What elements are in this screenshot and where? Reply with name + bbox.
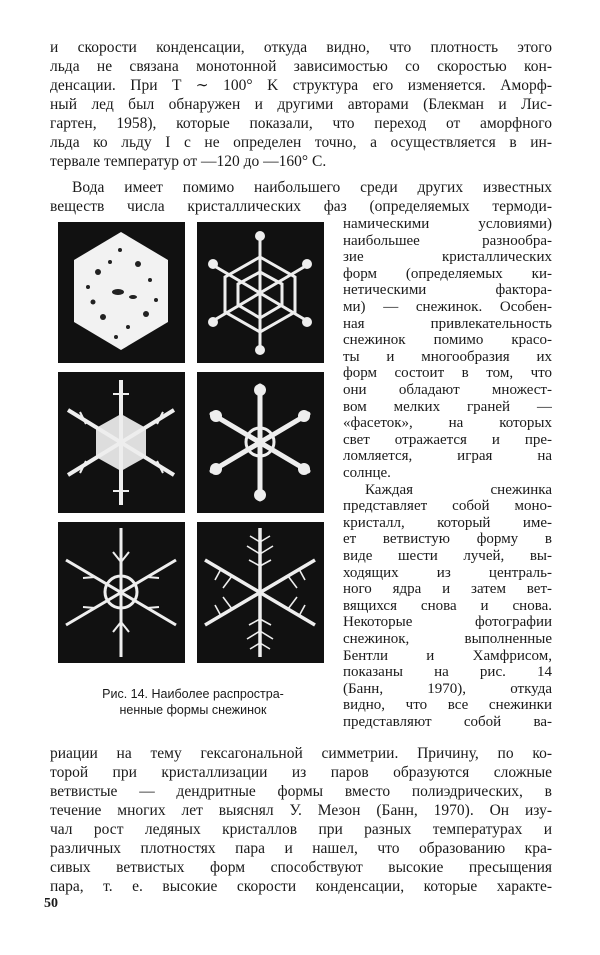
text-line: зие кристаллических	[343, 249, 552, 266]
text-line: представляют собой ва-	[343, 714, 552, 730]
text-line: форм состоит в том, что	[343, 365, 552, 382]
text-line: гартен, 1958), которые показали, что переход от аморфного	[50, 115, 552, 132]
text-line: пара, т. е. высокие скорости конденсации, которые характе-	[50, 878, 552, 895]
text-line: Некоторые фотографии	[343, 614, 552, 631]
text-line: течение многих лет выяснял У. Мезон (Банн, 1970). Он изу-	[50, 802, 552, 819]
snowflake-photo	[58, 372, 185, 513]
text-line: наибольшее разнообра-	[343, 232, 552, 249]
text-line: Бентли и Хамфрисом,	[343, 647, 552, 664]
snowflake-dendrite-icon	[197, 522, 324, 663]
text-line: различных плотностях пара и нашел, что образованию кра-	[50, 840, 552, 857]
text-line: ного ядра и затем вет-	[343, 581, 552, 598]
text-line: риации на тему гексагональной симметрии. Причину, по ко-	[50, 745, 552, 762]
text-line: веществ числа кристаллических фаз (определяемых термоди-	[50, 198, 552, 215]
text-line: ломляется, играя на	[343, 448, 552, 465]
snowflake-photo	[197, 522, 324, 663]
text-line: солнце.	[343, 465, 391, 481]
snowflake-photo	[197, 372, 324, 513]
text-line: (Банн, 1970), откуда	[343, 680, 552, 697]
text-line: ная привлекательность	[343, 315, 552, 332]
text-line: Каждая снежинка	[365, 481, 552, 498]
text-line: представляет собой моно-	[343, 498, 552, 515]
text-line: «фасеток», на которых	[343, 415, 552, 432]
text-line: видно, что все снежинки	[343, 697, 552, 714]
text-line: вящихся снова и снова.	[343, 597, 552, 614]
text-line: ты и многообразия их	[343, 348, 552, 365]
text-line: сивых ветвистых форм способствуют высокие пресыщения	[50, 859, 552, 876]
text-line: тервале температур от —120 до —160° С.	[50, 153, 327, 170]
text-line: ет ветвистую форму в	[343, 531, 552, 548]
snowflake-photo	[58, 522, 185, 663]
text-line: вом мелких граней —	[343, 398, 552, 415]
figure-caption-line: ненные формы снежинок	[119, 703, 267, 717]
text-line: денсации. При T ∼ 100° K структура его изменяется. Аморф-	[50, 77, 552, 94]
snowflake-photo	[58, 222, 185, 363]
text-line: нетическими фактора-	[343, 282, 552, 299]
text-line: виде шести лучей, вы-	[343, 548, 552, 564]
text-line: ходящих из централь-	[343, 564, 552, 581]
snowflake-photo	[197, 222, 324, 363]
text-line: ный лед был обнаружен и другими авторами (Блекман и Лис-	[50, 96, 552, 113]
text-line: они обладают множест-	[343, 382, 552, 398]
text-line: чал рост ледяных кристаллов при разных температурах и	[50, 821, 552, 838]
figure-caption-line: Рис. 14. Наиболее распростра-	[102, 687, 284, 701]
text-line: кристалл, который име-	[343, 514, 552, 531]
snowflake-branched-icon	[58, 522, 185, 663]
text-line: ветвистые — дендритные формы вместо полиэдрических, в	[50, 783, 552, 800]
snowflake-sectored-icon	[197, 222, 324, 363]
text-line: торой при кристаллизации из паров образуются сложные	[50, 764, 552, 781]
snowflake-plate-icon	[58, 222, 185, 363]
snowflake-stellar-plate-icon	[58, 372, 185, 513]
text-line: форм (определяемых ки-	[343, 265, 552, 282]
text-line: льда не связана монотонной зависимостью со скоростью кон-	[50, 58, 552, 75]
text-line: свет отражается и пре-	[343, 431, 552, 448]
text-line: показаны на рис. 14	[343, 664, 552, 681]
text-line: снежинок помимо красо-	[343, 332, 552, 349]
text-line: Вода имеет помимо наибольшего среди других известных	[72, 179, 552, 196]
snowflake-fern-star-icon	[197, 372, 324, 513]
text-line: снежинок, выполненные	[343, 631, 552, 647]
figure-14	[58, 222, 328, 664]
text-line: льда ко льду I c не определен точно, а осуществляется в ин-	[50, 134, 552, 151]
text-line: ми) — снежинок. Особен-	[343, 299, 552, 315]
text-line: намическими условиями)	[343, 216, 552, 232]
page-number: 50	[44, 896, 58, 911]
text-line: и скорости конденсации, откуда видно, что плотность этого	[50, 39, 552, 56]
